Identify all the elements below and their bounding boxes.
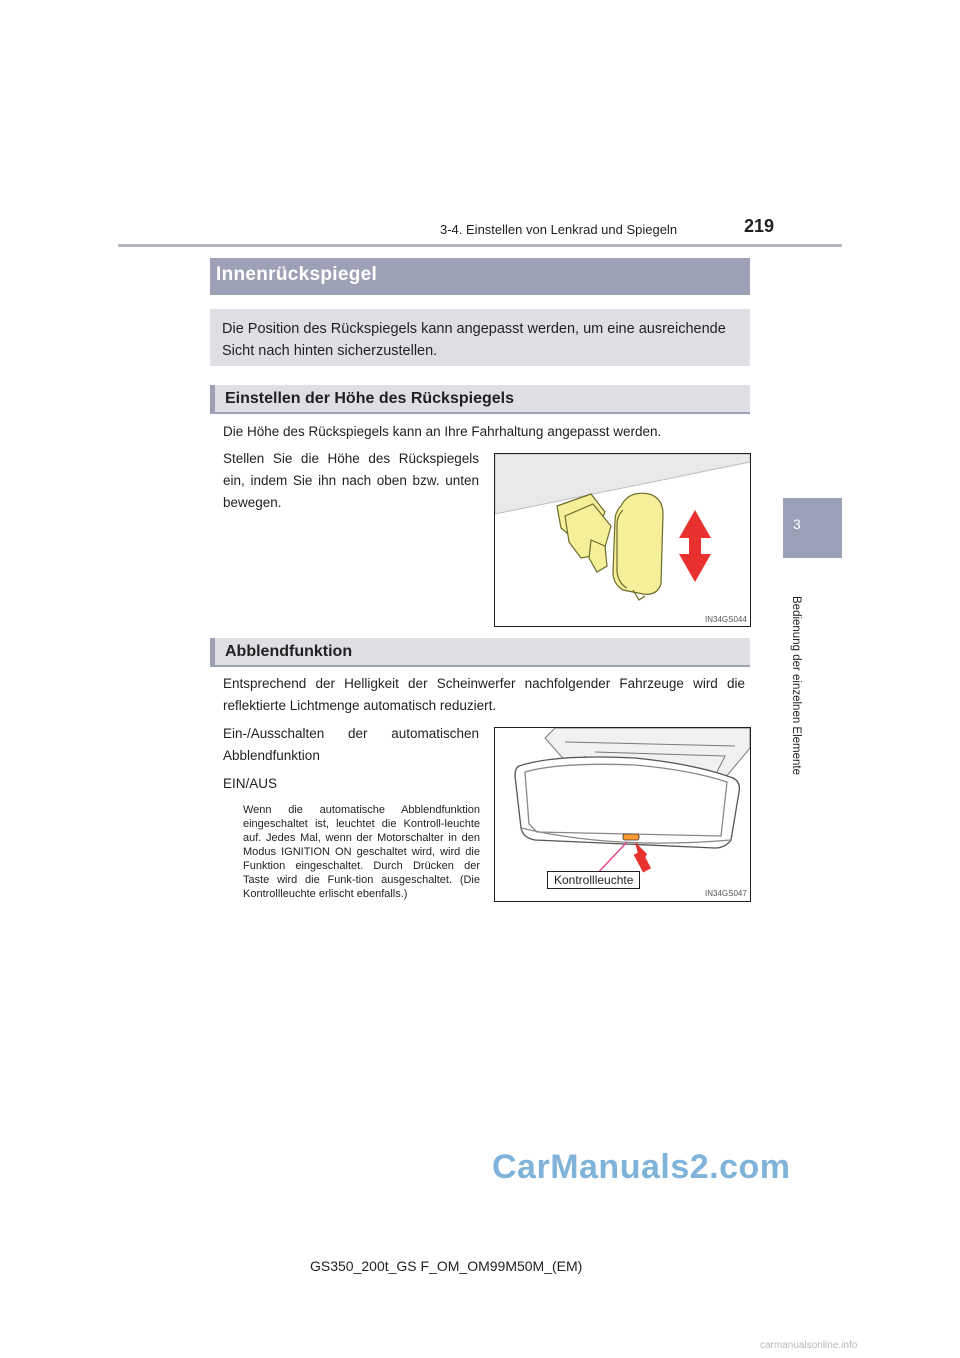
paragraph: Die Höhe des Rückspiegels kann an Ihre Fahrhaltung angepasst werden. <box>223 424 662 439</box>
chapter-tab <box>783 498 842 558</box>
dimming-figure <box>494 727 751 902</box>
header-section-title: 3-4. Einstellen von Lenkrad und Spiegeln <box>440 222 678 237</box>
figure-code: IN34GS044 <box>705 615 747 624</box>
paragraph: EIN/AUS <box>223 776 278 791</box>
section-heading-text: Einstellen der Höhe des Rückspiegels <box>225 390 514 407</box>
main-title-bar <box>210 258 750 295</box>
bottom-watermark: carmanualsonline.info <box>760 1340 858 1351</box>
section-heading-height <box>210 385 750 414</box>
intro-text: Die Position des Rückspiegels kann angepasst werden, um eine ausreichende Sicht nach hinten sicherzustellen. <box>222 321 726 359</box>
figure-code: IN34GS047 <box>705 889 747 898</box>
paragraph: Entsprechend der Helligkeit der Scheinwerfer nachfolgender Fahrzeuge wird die reflektierte Lichtmenge automatisch reduziert. <box>223 676 745 713</box>
section-heading-dimming <box>210 638 750 667</box>
section-heading-text: Abblendfunktion <box>225 643 353 660</box>
header-divider <box>118 244 842 247</box>
page-number: 219 <box>744 216 775 236</box>
paragraph: Stellen Sie die Höhe des Rückspiegels ein, indem Sie ihn nach oben bzw. unten bewegen. <box>223 451 479 510</box>
note-text: Wenn die automatische Abblendfunktion eingeschaltet ist, leuchtet die Kontroll-leuchte auf. Jedes Mal, wenn der Motorschalter in den Modus IGNITION ON geschaltet wird, wird die Funktion eingeschaltet. Durch Drücken der Taste wird die Funk-tion ausgeschaltet. (Die Kontrollleuchte erlischt ebenfalls.) <box>243 804 480 900</box>
intro-box <box>210 309 750 366</box>
document-code: GS350_200t_GS F_OM_OM99M50M_(EM) <box>310 1258 583 1274</box>
paragraph: Ein-/Ausschalten der automatischen Abblendfunktion <box>223 726 479 763</box>
mirror-height-figure <box>494 453 751 627</box>
indicator-label: Kontrollleuchte <box>547 871 640 889</box>
mirror-height-illustration <box>495 454 750 626</box>
watermark: CarManuals2.com <box>492 1148 791 1186</box>
page-title: Innenrückspiegel <box>216 264 378 285</box>
chapter-number: 3 <box>793 516 801 532</box>
chapter-label: Bedienung der einzelnen Elemente <box>790 596 802 776</box>
